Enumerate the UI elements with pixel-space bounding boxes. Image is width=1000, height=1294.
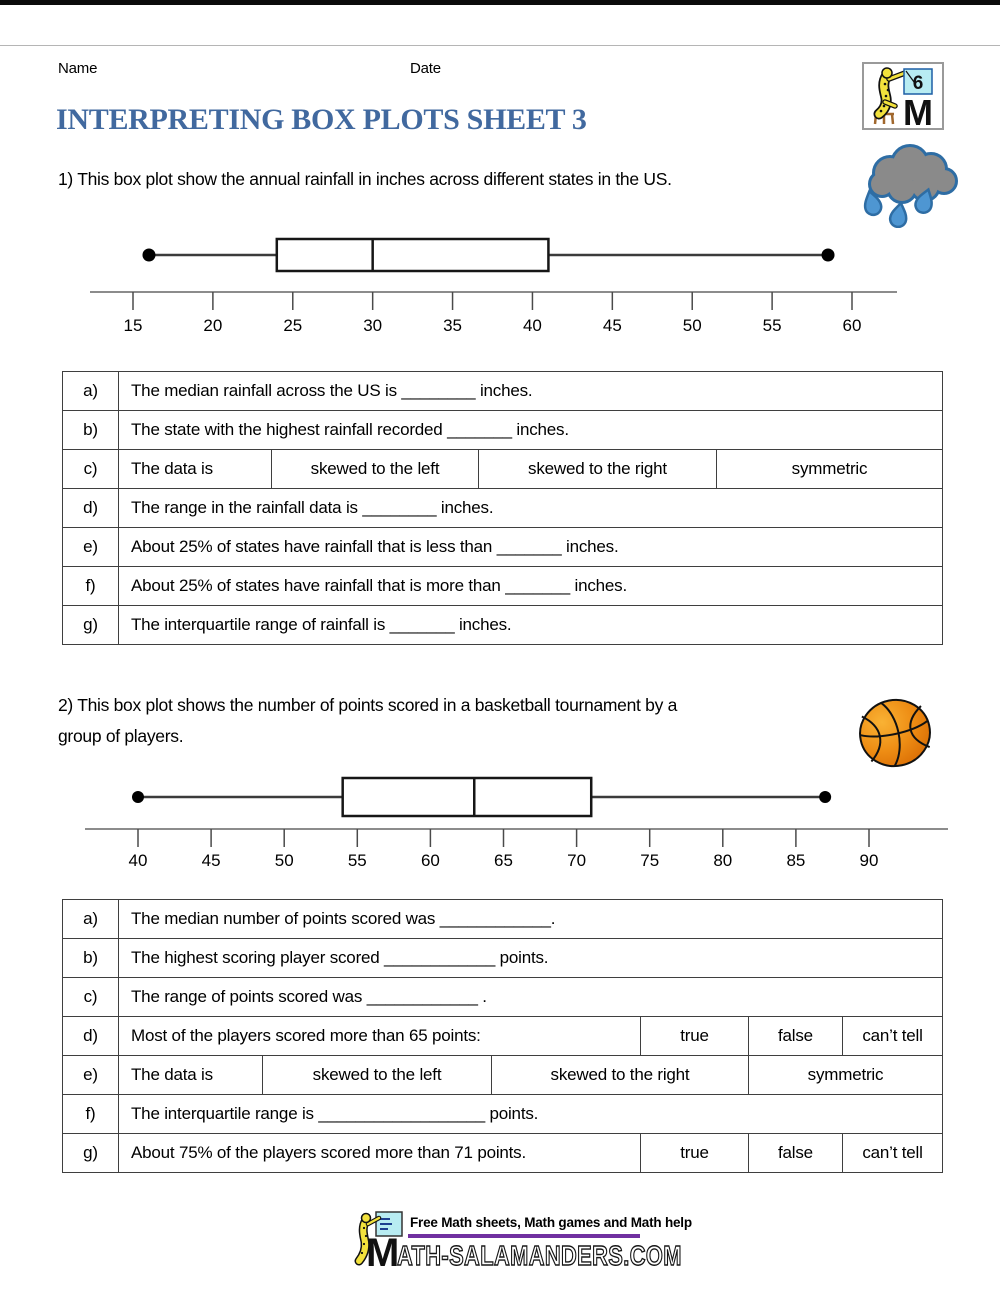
table-row — [63, 411, 942, 450]
table-row — [63, 528, 942, 567]
svg-text:45: 45 — [602, 316, 622, 335]
footer-brand-text: ATH-SALAMANDERS.COM — [397, 1240, 683, 1271]
option-true[interactable]: true — [641, 1134, 749, 1172]
table-row — [63, 939, 942, 978]
row-label: b) — [63, 411, 119, 449]
svg-text:85: 85 — [786, 851, 806, 870]
svg-text:15: 15 — [123, 316, 143, 335]
q2-prompt-line2: group of players. — [58, 726, 184, 746]
q2-table — [62, 899, 943, 1173]
svg-text:40: 40 — [522, 316, 542, 335]
svg-text:60: 60 — [842, 316, 862, 335]
svg-text:25: 25 — [283, 316, 303, 335]
svg-text:30: 30 — [363, 316, 383, 335]
row-statement: The data is — [119, 450, 272, 488]
option-skewed-left[interactable]: skewed to the left — [272, 450, 479, 488]
svg-text:35: 35 — [443, 316, 463, 335]
salamander-corner-logo — [862, 62, 944, 130]
row-label: e) — [63, 1056, 119, 1094]
svg-text:60: 60 — [420, 851, 440, 870]
row-label: c) — [63, 450, 119, 488]
row-statement: The range in the rainfall data is ________ inches. — [131, 498, 494, 517]
svg-text:45: 45 — [201, 851, 221, 870]
row-label: f) — [63, 567, 119, 605]
q2-boxplot — [0, 770, 1000, 874]
table-row — [63, 1095, 942, 1134]
svg-text:50: 50 — [274, 851, 294, 870]
table-row — [63, 489, 942, 528]
row-label: g) — [63, 606, 119, 644]
option-false[interactable]: false — [749, 1134, 843, 1172]
table-row — [63, 900, 942, 939]
row-label: b) — [63, 939, 119, 977]
top-rule-thick — [0, 0, 1000, 5]
row-label: d) — [63, 1017, 119, 1055]
row-statement: The range of points scored was ____________ . — [131, 987, 487, 1006]
svg-text:75: 75 — [640, 851, 660, 870]
row-label: g) — [63, 1134, 119, 1172]
row-statement: The median rainfall across the US is ________ inches. — [131, 381, 533, 400]
row-label: f) — [63, 1095, 119, 1133]
svg-text:50: 50 — [682, 316, 702, 335]
q2-prompt-line1: 2) This box plot shows the number of points scored in a basketball tournament by a — [58, 695, 678, 715]
row-statement: Most of the players scored more than 65 points: — [119, 1017, 641, 1055]
option-skewed-right[interactable]: skewed to the right — [479, 450, 717, 488]
logo-letter-m: M — [903, 92, 933, 130]
row-statement: About 25% of states have rainfall that is less than _______ inches. — [131, 537, 619, 556]
row-statement: About 75% of the players scored more than 71 points. — [119, 1134, 641, 1172]
table-row — [63, 567, 942, 606]
basketball-icon — [856, 696, 934, 770]
rain-cloud-icon — [855, 140, 965, 228]
q2-prompt — [58, 690, 677, 752]
table-row — [63, 1017, 942, 1056]
svg-text:20: 20 — [203, 316, 223, 335]
row-label: c) — [63, 978, 119, 1016]
table-row — [63, 978, 942, 1017]
svg-text:55: 55 — [762, 316, 782, 335]
page-title: INTERPRETING BOX PLOTS SHEET 3 — [56, 103, 587, 136]
option-skewed-right[interactable]: skewed to the right — [492, 1056, 749, 1094]
logo-sign-number: 6 — [912, 73, 924, 94]
row-label: a) — [63, 900, 119, 938]
top-rule-thin — [0, 45, 1000, 46]
row-label: a) — [63, 372, 119, 410]
option-symmetric[interactable]: symmetric — [807, 1065, 884, 1084]
table-row — [63, 1056, 942, 1095]
svg-text:70: 70 — [567, 851, 587, 870]
option-skewed-left[interactable]: skewed to the left — [263, 1056, 492, 1094]
table-row — [63, 1134, 942, 1172]
row-statement: The interquartile range of rainfall is _______ inches. — [131, 615, 512, 634]
option-true[interactable]: true — [641, 1017, 749, 1055]
footer-brand — [366, 1231, 763, 1276]
footer-brand-first-letter: M — [366, 1231, 398, 1275]
row-statement: The highest scoring player scored ____________ points. — [131, 948, 549, 967]
q1-prompt: 1) This box plot show the annual rainfall in inches across different states in the US. — [58, 169, 672, 189]
row-statement: About 25% of states have rainfall that is more than _______ inches. — [131, 576, 627, 595]
svg-text:55: 55 — [347, 851, 367, 870]
svg-text:80: 80 — [713, 851, 733, 870]
option-cant-tell[interactable]: can’t tell — [862, 1143, 923, 1162]
date-label: Date — [410, 60, 441, 77]
svg-text:90: 90 — [859, 851, 879, 870]
row-label: e) — [63, 528, 119, 566]
row-statement: The interquartile range is __________________ points. — [131, 1104, 539, 1123]
option-symmetric[interactable]: symmetric — [791, 459, 868, 478]
row-statement: The data is — [119, 1056, 263, 1094]
q1-table — [62, 371, 943, 645]
name-label: Name — [58, 60, 98, 77]
option-cant-tell[interactable]: can’t tell — [862, 1026, 923, 1045]
row-statement: The state with the highest rainfall recorded _______ inches. — [131, 420, 569, 439]
svg-text:40: 40 — [128, 851, 148, 870]
footer-tagline: Free Math sheets, Math games and Math help — [410, 1215, 692, 1230]
option-false[interactable]: false — [749, 1017, 843, 1055]
svg-text:65: 65 — [494, 851, 513, 870]
row-statement: The median number of points scored was ____________. — [131, 909, 556, 928]
table-row — [63, 372, 942, 411]
row-label: d) — [63, 489, 119, 527]
table-row — [63, 606, 942, 644]
table-row — [63, 450, 942, 489]
q1-boxplot — [0, 228, 1000, 340]
